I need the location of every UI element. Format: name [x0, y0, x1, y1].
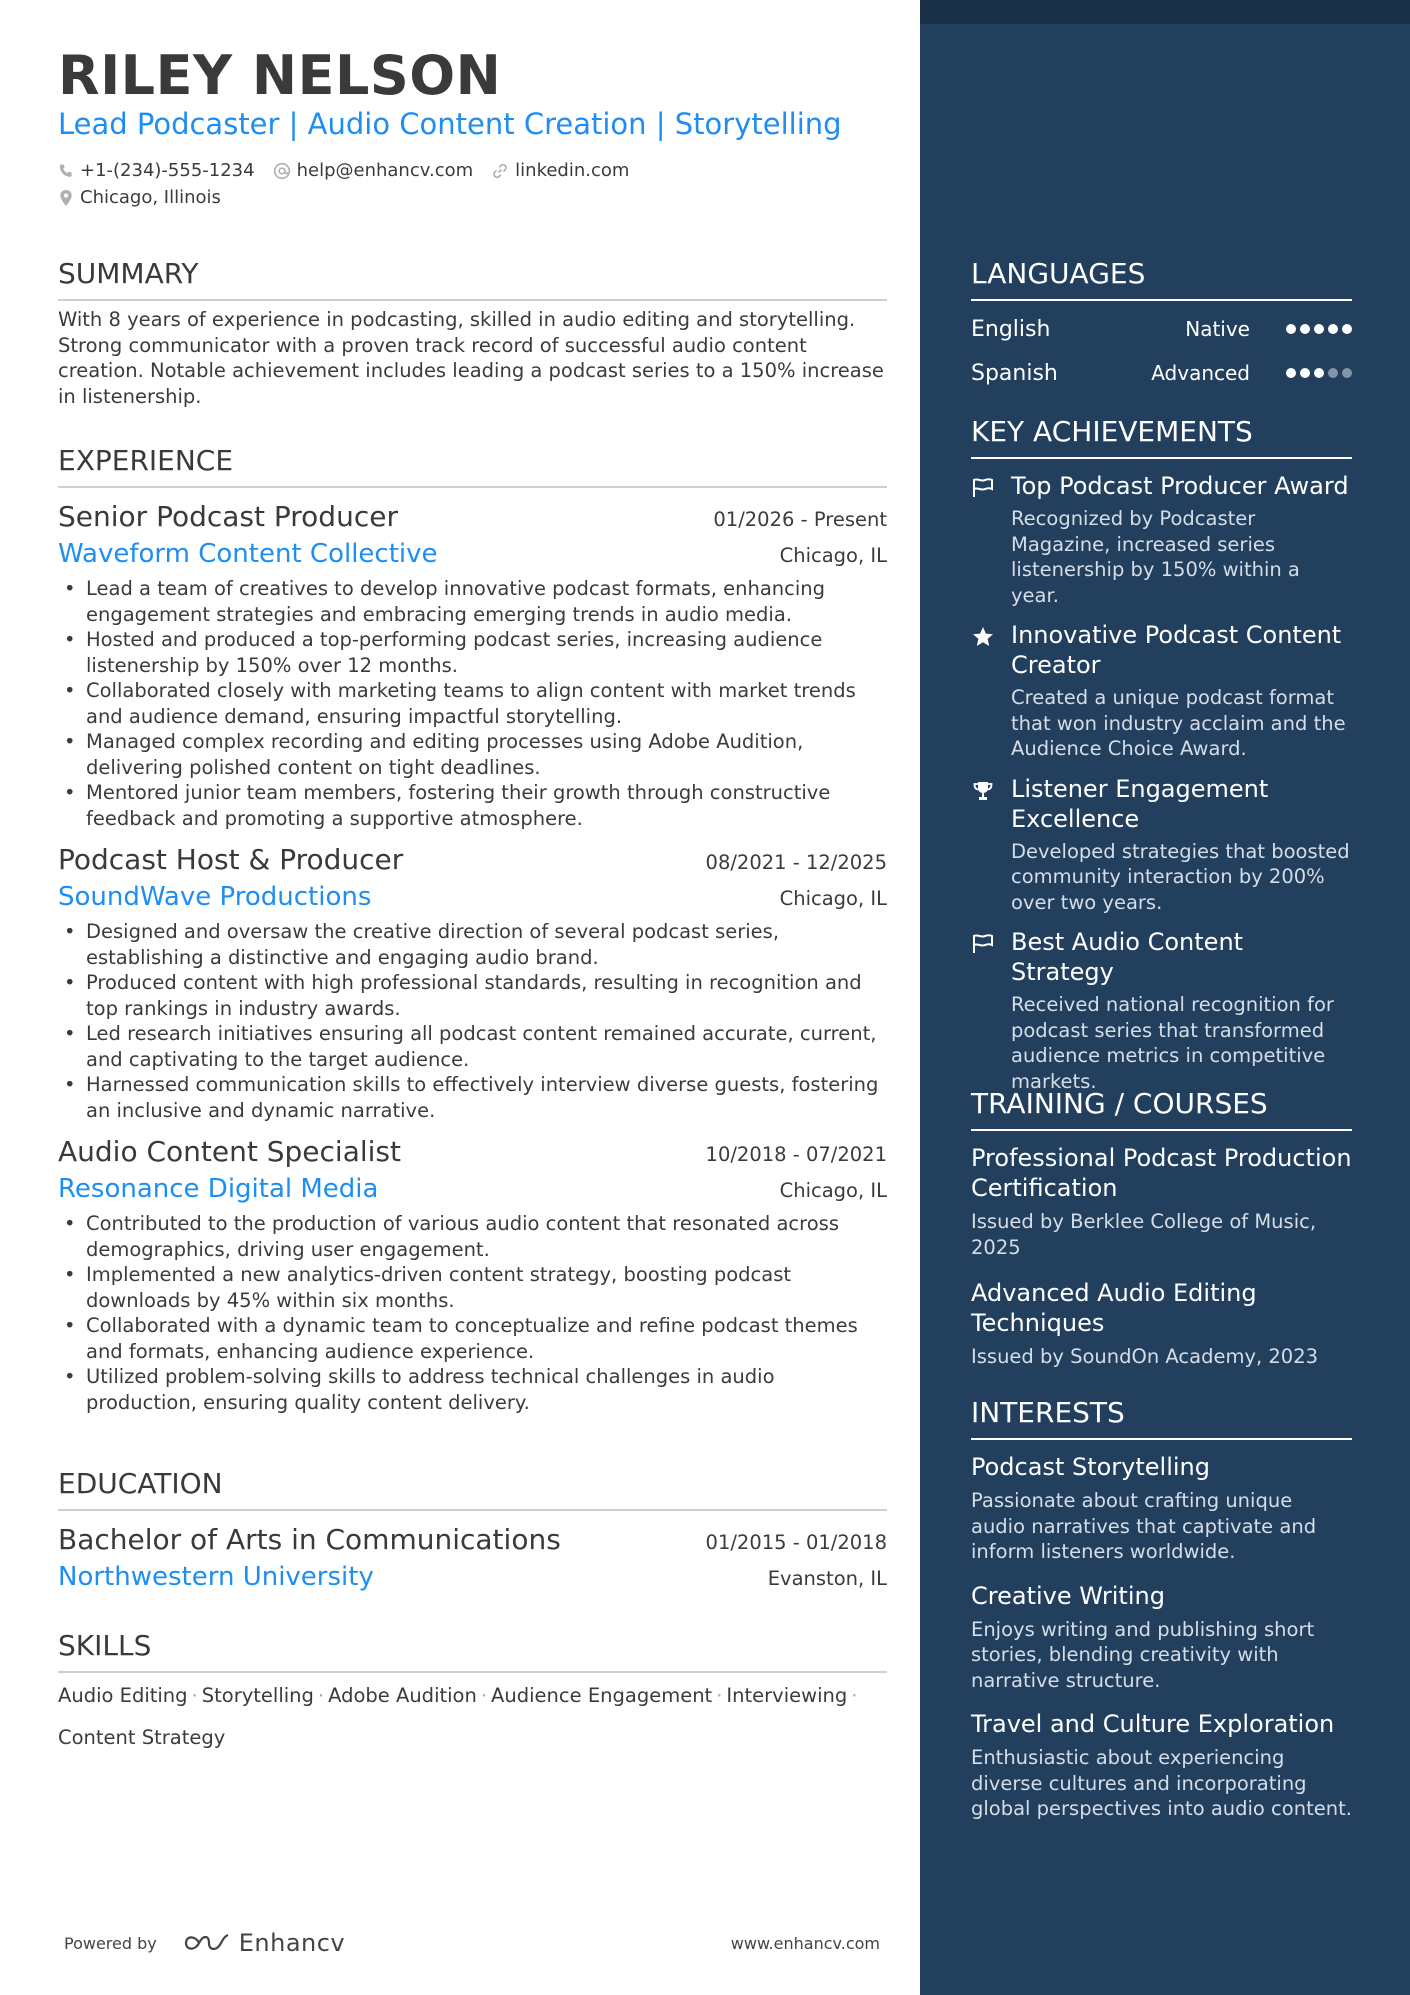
- language-level: Advanced: [1151, 361, 1250, 385]
- job-location: Chicago, IL: [779, 1179, 887, 1202]
- achievement-title: Listener Engagement Excellence: [1011, 774, 1269, 833]
- interest-desc: Enthusiastic about experiencing diverse cultures and incorporating global perspectives into audio content.: [971, 1746, 1352, 1820]
- bullet-item: • Lead a team of creatives to develop innovative podcast formats, enhancing engagement strategies and embracing emerging trends in audio media.: [58, 576, 887, 627]
- course-title: Advanced Audio Editing Techniques: [971, 1279, 1257, 1337]
- bullet-item: • Contributed to the production of various audio content that resonated across demographics, driving user engagement.: [58, 1211, 887, 1262]
- summary-section: [58, 256, 887, 409]
- trophy-icon: [971, 780, 995, 802]
- job-dates: 10/2018 - 07/2021: [705, 1143, 887, 1166]
- email-text: help@enhancv.com: [296, 159, 474, 181]
- rating-dot: [1300, 368, 1310, 378]
- interest-item: [971, 1581, 1352, 1694]
- language-name: Spanish: [971, 360, 1058, 386]
- rating-dot: [1286, 324, 1296, 334]
- location-text: Chicago, Illinois: [80, 186, 221, 208]
- language-rating: [1282, 324, 1352, 334]
- website-link[interactable]: www.enhancv.com: [730, 1933, 880, 1953]
- contact-email[interactable]: [273, 158, 474, 184]
- job-entry: [58, 841, 887, 1123]
- achievement-item: [971, 927, 1352, 1094]
- footer: [64, 1926, 880, 1960]
- degree: Bachelor of Arts in Communications: [58, 1523, 561, 1556]
- skill-item: Content Strategy: [58, 1726, 226, 1749]
- job-bullets: [58, 919, 887, 1123]
- job-company[interactable]: Waveform Content Collective: [58, 539, 438, 569]
- skills-list: [58, 1675, 887, 1759]
- rating-dot: [1342, 324, 1352, 334]
- interest-item: [971, 1452, 1352, 1565]
- skill-item: Interviewing: [726, 1684, 848, 1707]
- job-bullets: [58, 1211, 887, 1415]
- job-location: Chicago, IL: [779, 887, 887, 910]
- course-desc: Issued by Berklee College of Music, 2025: [971, 1210, 1317, 1259]
- phone-text: +1-(234)-555-1234: [80, 159, 255, 181]
- interests-title: INTERESTS: [971, 1395, 1352, 1440]
- contact-location: [58, 185, 221, 211]
- link-text: linkedin.com: [515, 159, 630, 181]
- rating-dot: [1342, 368, 1352, 378]
- education-entry: [58, 1521, 887, 1595]
- bullet-item: • Produced content with high professional standards, resulting in recognition and top rankings in industry awards.: [58, 970, 887, 1021]
- bullet-item: • Collaborated with a dynamic team to conceptualize and refine podcast themes and formats, enhancing audience experience.: [58, 1313, 887, 1364]
- skill-item: Audience Engagement: [491, 1684, 713, 1707]
- skills-section: [58, 1628, 887, 1759]
- course-title: Professional Podcast Production Certification: [971, 1144, 1352, 1202]
- job-company[interactable]: Resonance Digital Media: [58, 1174, 379, 1204]
- interest-title: Podcast Storytelling: [971, 1453, 1211, 1481]
- bullet-item: • Led research initiatives ensuring all podcast content remained accurate, current, and captivating to the target audience.: [58, 1021, 887, 1072]
- rating-dot: [1328, 324, 1338, 334]
- skill-item: Adobe Audition: [328, 1684, 477, 1707]
- education-dates: 01/2015 - 01/2018: [705, 1531, 887, 1554]
- interest-title: Creative Writing: [971, 1581, 1165, 1610]
- education-location: Evanston, IL: [767, 1567, 887, 1590]
- location-pin-icon: [58, 189, 74, 207]
- skill-separator: ·: [851, 1684, 858, 1707]
- sidebar-top-bar: [920, 0, 1410, 24]
- skill-separator: ·: [716, 1684, 723, 1707]
- bullet-item: • Harnessed communication skills to effectively interview diverse guests, fostering an inclusive and dynamic narrative.: [58, 1072, 887, 1123]
- bullet-item: • Collaborated closely with marketing teams to align content with market trends and audience demand, ensuring impactful storytelling.: [58, 678, 887, 729]
- job-dates: 01/2026 - Present: [713, 508, 887, 531]
- contact-phone[interactable]: [58, 158, 255, 184]
- language-name: English: [971, 316, 1051, 342]
- achievement-item: [971, 620, 1352, 762]
- summary-text: With 8 years of experience in podcasting, skilled in audio editing and storytelling. Strong communicator with a proven track record of successful audio content creation. Notable achievement includes leading a podcast series to a 150% increase in listenership.: [58, 308, 884, 408]
- education-title: EDUCATION: [58, 1466, 887, 1511]
- language-rating: [1282, 368, 1352, 378]
- rating-dot: [1300, 324, 1310, 334]
- interest-desc: Passionate about crafting unique audio narratives that captivate and inform listeners worldwide.: [971, 1489, 1317, 1563]
- bullet-item: • Implemented a new analytics-driven content strategy, boosting podcast downloads by 45% within six months.: [58, 1262, 887, 1313]
- achievements-section: [971, 414, 1352, 1094]
- language-row: [971, 351, 1352, 395]
- skill-separator: ·: [480, 1684, 488, 1707]
- rating-dot: [1314, 368, 1324, 378]
- powered-by-label: Powered by: [64, 1933, 157, 1953]
- headline: Lead Podcaster | Audio Content Creation | Storytelling: [58, 107, 842, 141]
- enhancv-logo-icon: [183, 1930, 231, 1956]
- job-title: Audio Content Specialist: [58, 1135, 401, 1168]
- achievement-title: Best Audio Content Strategy: [1011, 928, 1244, 986]
- course-item: [971, 1278, 1352, 1370]
- training-section: [971, 1086, 1352, 1370]
- job-entry: [58, 1133, 887, 1415]
- achievement-item: [971, 471, 1352, 608]
- skill-item: Storytelling: [201, 1684, 314, 1707]
- experience-title: EXPERIENCE: [58, 443, 887, 488]
- skill-separator: ·: [191, 1684, 198, 1707]
- contact-link[interactable]: [491, 158, 629, 184]
- summary-title: SUMMARY: [58, 256, 887, 301]
- course-item: [971, 1143, 1352, 1260]
- at-icon: [273, 162, 291, 180]
- powered-by[interactable]: [64, 1929, 345, 1957]
- achievement-desc: Received national recognition for podcast series that transformed audience metrics in competitive markets.: [1011, 993, 1334, 1093]
- bullet-item: • Utilized problem-solving skills to address technical challenges in audio production, ensuring quality content delivery.: [58, 1364, 887, 1415]
- job-dates: 08/2021 - 12/2025: [705, 851, 887, 874]
- training-title: TRAINING / COURSES: [971, 1086, 1352, 1131]
- rating-dot: [1286, 368, 1296, 378]
- brand-name: Enhancv: [238, 1929, 346, 1957]
- link-icon: [491, 162, 509, 180]
- achievement-item: [971, 774, 1352, 916]
- job-title: Podcast Host & Producer: [58, 843, 404, 876]
- languages-title: LANGUAGES: [971, 256, 1352, 301]
- contact-info: [58, 157, 647, 211]
- interest-item: [971, 1709, 1352, 1822]
- language-row: [971, 307, 1352, 351]
- language-level: Native: [1185, 317, 1250, 341]
- job-company[interactable]: SoundWave Productions: [58, 882, 372, 912]
- skill-separator: ·: [317, 1684, 325, 1707]
- job-bullets: [58, 576, 887, 831]
- skill-item: Audio Editing: [58, 1684, 188, 1707]
- experience-section: [58, 443, 887, 1415]
- star-icon: [971, 626, 995, 648]
- achievements-title: KEY ACHIEVEMENTS: [971, 414, 1352, 459]
- rating-dot: [1328, 368, 1338, 378]
- interest-desc: Enjoys writing and publishing short stories, blending creativity with narrative structure.: [971, 1617, 1315, 1692]
- bullet-item: • Hosted and produced a top-performing podcast series, increasing audience listenership by 150% over 12 months.: [58, 627, 887, 678]
- languages-section: [971, 256, 1352, 395]
- achievement-desc: Created a unique podcast format that won industry acclaim and the Audience Choice Award.: [1011, 686, 1346, 760]
- skills-title: SKILLS: [58, 1628, 887, 1673]
- interests-section: [971, 1395, 1352, 1822]
- interest-title: Travel and Culture Exploration: [971, 1710, 1335, 1738]
- flag-icon: [971, 933, 995, 955]
- bullet-item: • Designed and oversaw the creative direction of several podcast series, establishing a distinctive and engaging audio brand.: [58, 919, 887, 970]
- achievement-desc: Recognized by Podcaster Magazine, increased series listenership by 150% within a year.: [1011, 507, 1300, 607]
- bullet-item: • Managed complex recording and editing processes using Adobe Audition, delivering polished content on tight deadlines.: [58, 729, 887, 780]
- achievement-title: Innovative Podcast Content Creator: [1011, 621, 1342, 679]
- candidate-name: RILEY NELSON: [58, 44, 502, 107]
- bullet-item: • Mentored junior team members, fostering their growth through constructive feedback and promoting a supportive atmosphere.: [58, 780, 887, 831]
- achievement-desc: Developed strategies that boosted community interaction by 200% over two years.: [1011, 839, 1350, 914]
- job-title: Senior Podcast Producer: [58, 500, 398, 533]
- course-desc: Issued by SoundOn Academy, 2023: [971, 1345, 1319, 1368]
- education-section: [58, 1466, 887, 1595]
- flag-icon: [971, 477, 995, 499]
- school[interactable]: Northwestern University: [58, 1562, 374, 1592]
- rating-dot: [1314, 324, 1324, 334]
- job-entry: [58, 498, 887, 831]
- achievement-title: Top Podcast Producer Award: [1011, 472, 1349, 500]
- job-location: Chicago, IL: [779, 544, 887, 567]
- phone-icon: [58, 163, 74, 179]
